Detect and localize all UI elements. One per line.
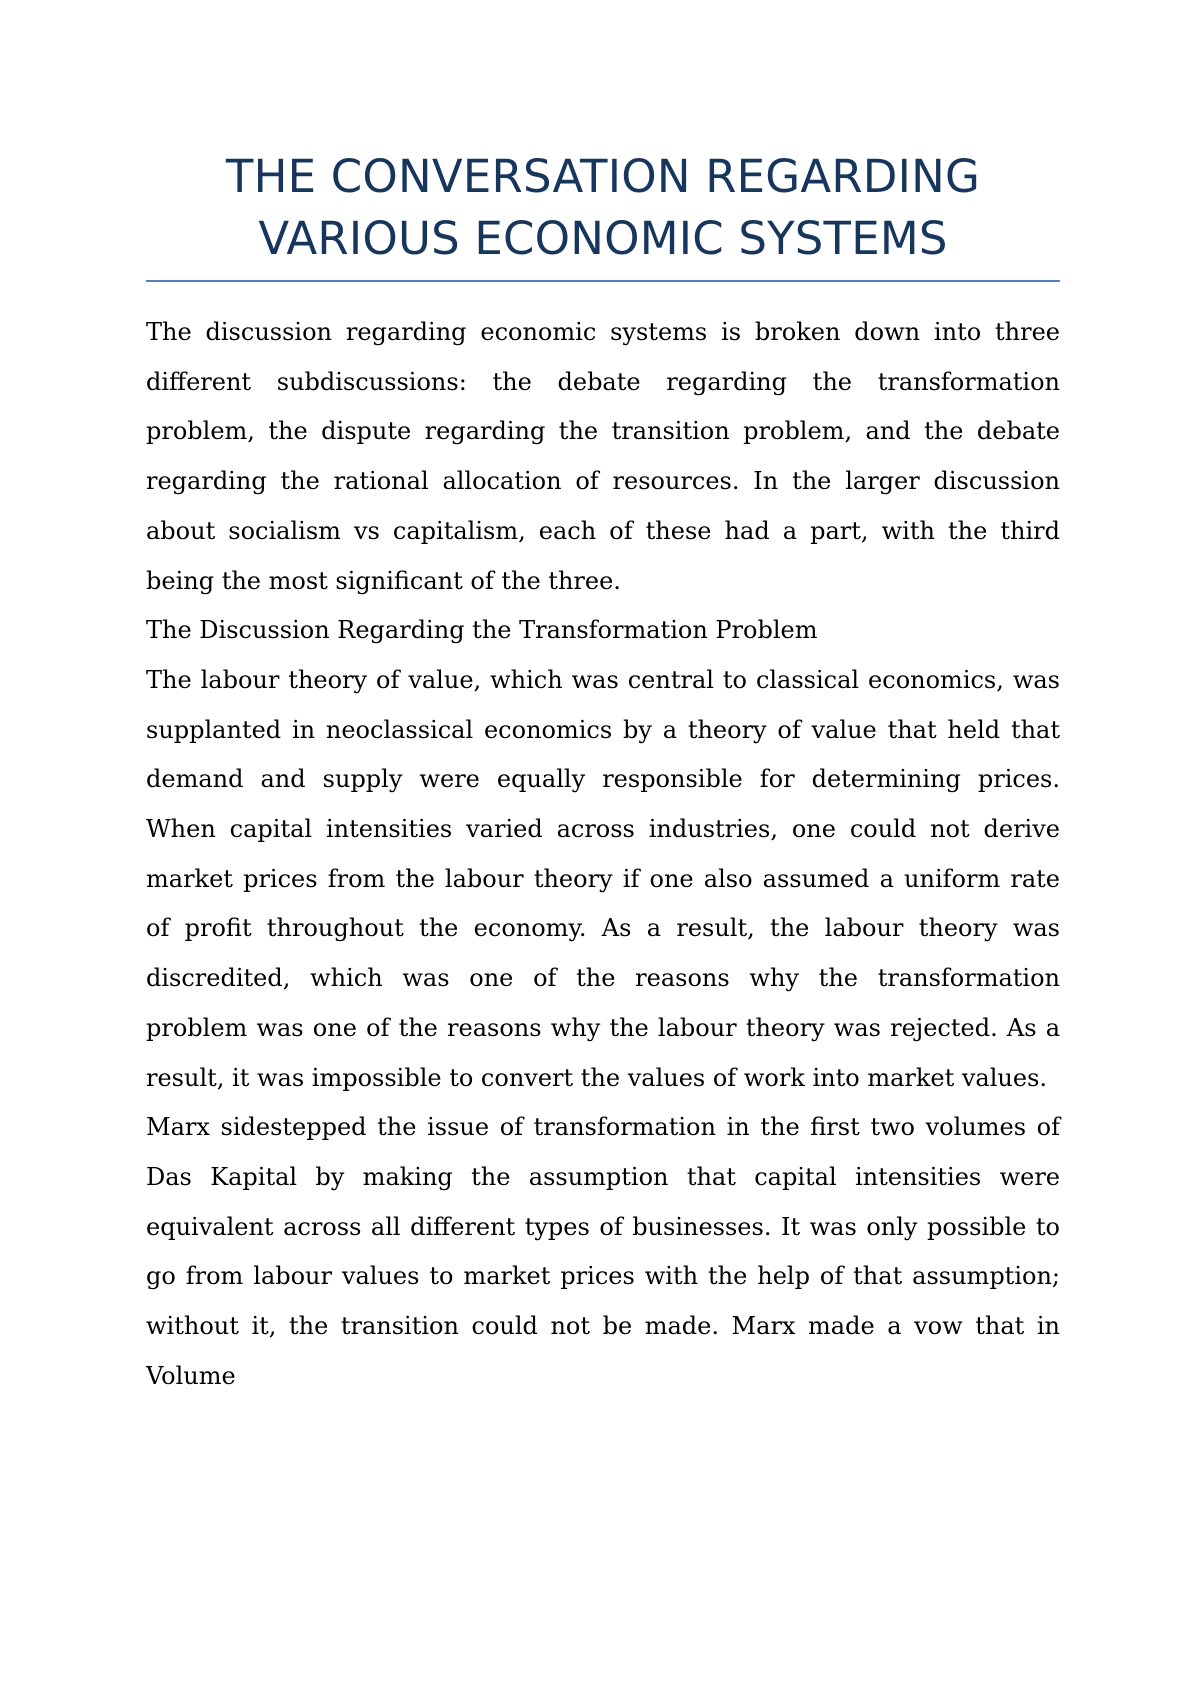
- title-underline: [146, 280, 1060, 282]
- document-page: [146, 146, 1060, 1401]
- paragraph-intro: The discussion regarding economic systems is broken down into three different subdiscussions: the debate regarding the transformation problem, the dispute regarding the transition problem, and the debate regarding the rational allocation of resources. In the larger discussion about socialism vs capitalism, each of these had a part, with the third being the most significant of the three.: [146, 318, 1060, 595]
- paragraph-labour-theory: The labour theory of value, which was central to classical economics, was supplanted in neoclassical economics by a theory of value that held that demand and supply were equally responsible for determining prices. When capital intensities varied across industries, one could not derive market prices from the labour theory if one also assumed a uniform rate of profit throughout the economy. As a result, the labour theory was discredited, which was one of the reasons why the transformation problem was one of the reasons why the labour theory was rejected. As a result, it was impossible to convert the values of work into market values.: [146, 665, 1060, 1092]
- section-heading: The Discussion Regarding the Transformation Problem: [146, 616, 818, 645]
- paragraph-marx: Marx sidestepped the issue of transformation in the first two volumes of Das Kapital by making the assumption that capital intensities were equivalent across all different types of businesses. It was only possible to go from labour values to market prices with the help of that assumption; without it, the transition could not be made. Marx made a vow that in Volume: [146, 1113, 1060, 1390]
- document-body: [146, 308, 1060, 1401]
- document-title: THE CONVERSATION REGARDING VARIOUS ECONOMIC SYSTEMS: [225, 150, 981, 265]
